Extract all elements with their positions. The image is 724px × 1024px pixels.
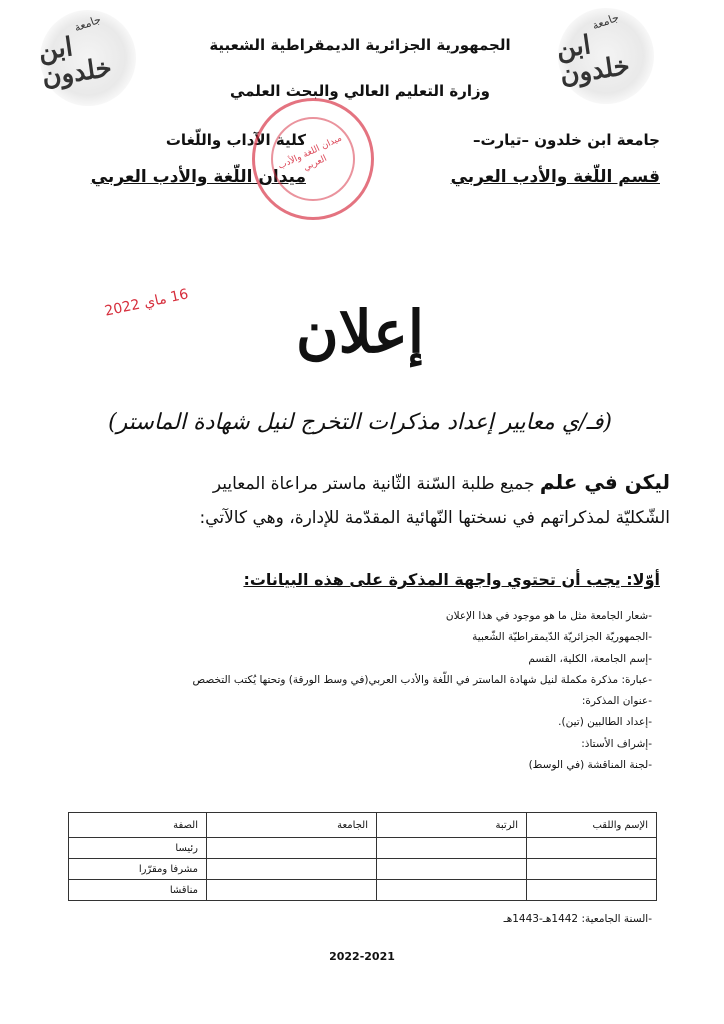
list-item: -الجمهوريّة الجزائريّة الدّيمقراطيّة الشّعبية	[472, 631, 652, 644]
jury-table	[68, 812, 657, 901]
logo-caption: جامعة	[590, 10, 622, 33]
announcement-title: إعلان	[296, 298, 424, 366]
list-item: -إسم الجامعة، الكلية، القسم	[528, 652, 652, 665]
logo-caption: جامعة	[72, 12, 104, 35]
table-header-cell: الإسم واللقب	[527, 813, 657, 838]
department-name: قسم اللّغة والأدب العربي	[450, 167, 660, 187]
date-stamp: 16 ماي 2022	[103, 286, 190, 320]
list-item: -إشراف الأستاذ:	[581, 737, 652, 750]
table-row	[69, 859, 657, 880]
table-header-cell: الصفة	[69, 813, 207, 838]
list-item: -عنوان المذكرة:	[581, 695, 652, 708]
intro-line1-rest: جميع طلبة السّنة الثّانية ماستر مراعاة المعايير	[212, 474, 540, 494]
university-logo-right	[554, 8, 654, 104]
logo-name: ابن خلدون	[554, 30, 632, 91]
table-header-row	[69, 813, 657, 838]
table-cell	[377, 838, 527, 859]
academic-year: -السنة الجامعية: 1442هـ-1443هـ	[503, 913, 652, 925]
table-cell	[377, 859, 527, 880]
footer-year: 2022-2021	[329, 950, 395, 963]
section-heading: أوّلا: يجب أن تحتوي واجهة المذكرة على هذه البيانات:	[243, 570, 660, 589]
intro-line-1	[50, 465, 670, 501]
republic-line: الجمهورية الجزائرية الديمقراطية الشعبية	[209, 36, 511, 54]
faculty-name: كلية الآداب واللّغات	[165, 131, 306, 149]
list-item: -لجنة المناقشة (في الوسط)	[528, 759, 652, 772]
ministry-line: وزارة التعليم العالي والبحث العلمي	[229, 82, 491, 100]
table-row	[69, 880, 657, 901]
field-name: ميدان اللّغة والأدب العربي	[90, 167, 306, 187]
table-row	[69, 838, 657, 859]
table-role-cell: مناقشا	[69, 880, 207, 901]
table-cell	[527, 880, 657, 901]
intro-line-2: الشّكليّة لمذكراتهم في نسختها النّهائية المقدّمة للإدارة، وهي كالآتي:	[199, 508, 670, 528]
list-item: -عبارة: مذكرة مكملة لنيل شهادة الماستر في اللّغة والأدب العربي(في وسط الورقة) وتحتها يُكتب التخصص	[192, 673, 652, 686]
table-cell	[207, 838, 377, 859]
table-role-cell: رئيسا	[69, 838, 207, 859]
table-header-cell: الجامعة	[207, 813, 377, 838]
table-cell	[207, 880, 377, 901]
table-cell	[207, 859, 377, 880]
stamp-text: ميدان اللغة والأدب العربي	[276, 133, 344, 174]
intro-paragraph	[50, 465, 670, 535]
logo-name: ابن خلدون	[36, 32, 114, 93]
table-role-cell: مشرفا ومقرّرا	[69, 859, 207, 880]
table-cell	[527, 859, 657, 880]
university-name: جامعة ابن خلدون –تيارت–	[472, 131, 660, 149]
requirements-list	[72, 606, 652, 776]
table-cell	[377, 880, 527, 901]
intro-bold: ليكن في علم	[539, 470, 670, 494]
table-cell	[527, 838, 657, 859]
university-logo-left	[36, 10, 136, 106]
list-item: -شعار الجامعة مثل ما هو موجود في هذا الإعلان	[445, 610, 652, 622]
official-stamp	[252, 98, 374, 220]
table-header-cell: الرتبة	[377, 813, 527, 838]
list-item: -إعداد الطالبين (تين).	[558, 716, 652, 729]
announcement-subtitle: (فـ/ي معايير إعداد مذكرات التخرج لنيل شهادة الماستر)	[108, 410, 612, 435]
